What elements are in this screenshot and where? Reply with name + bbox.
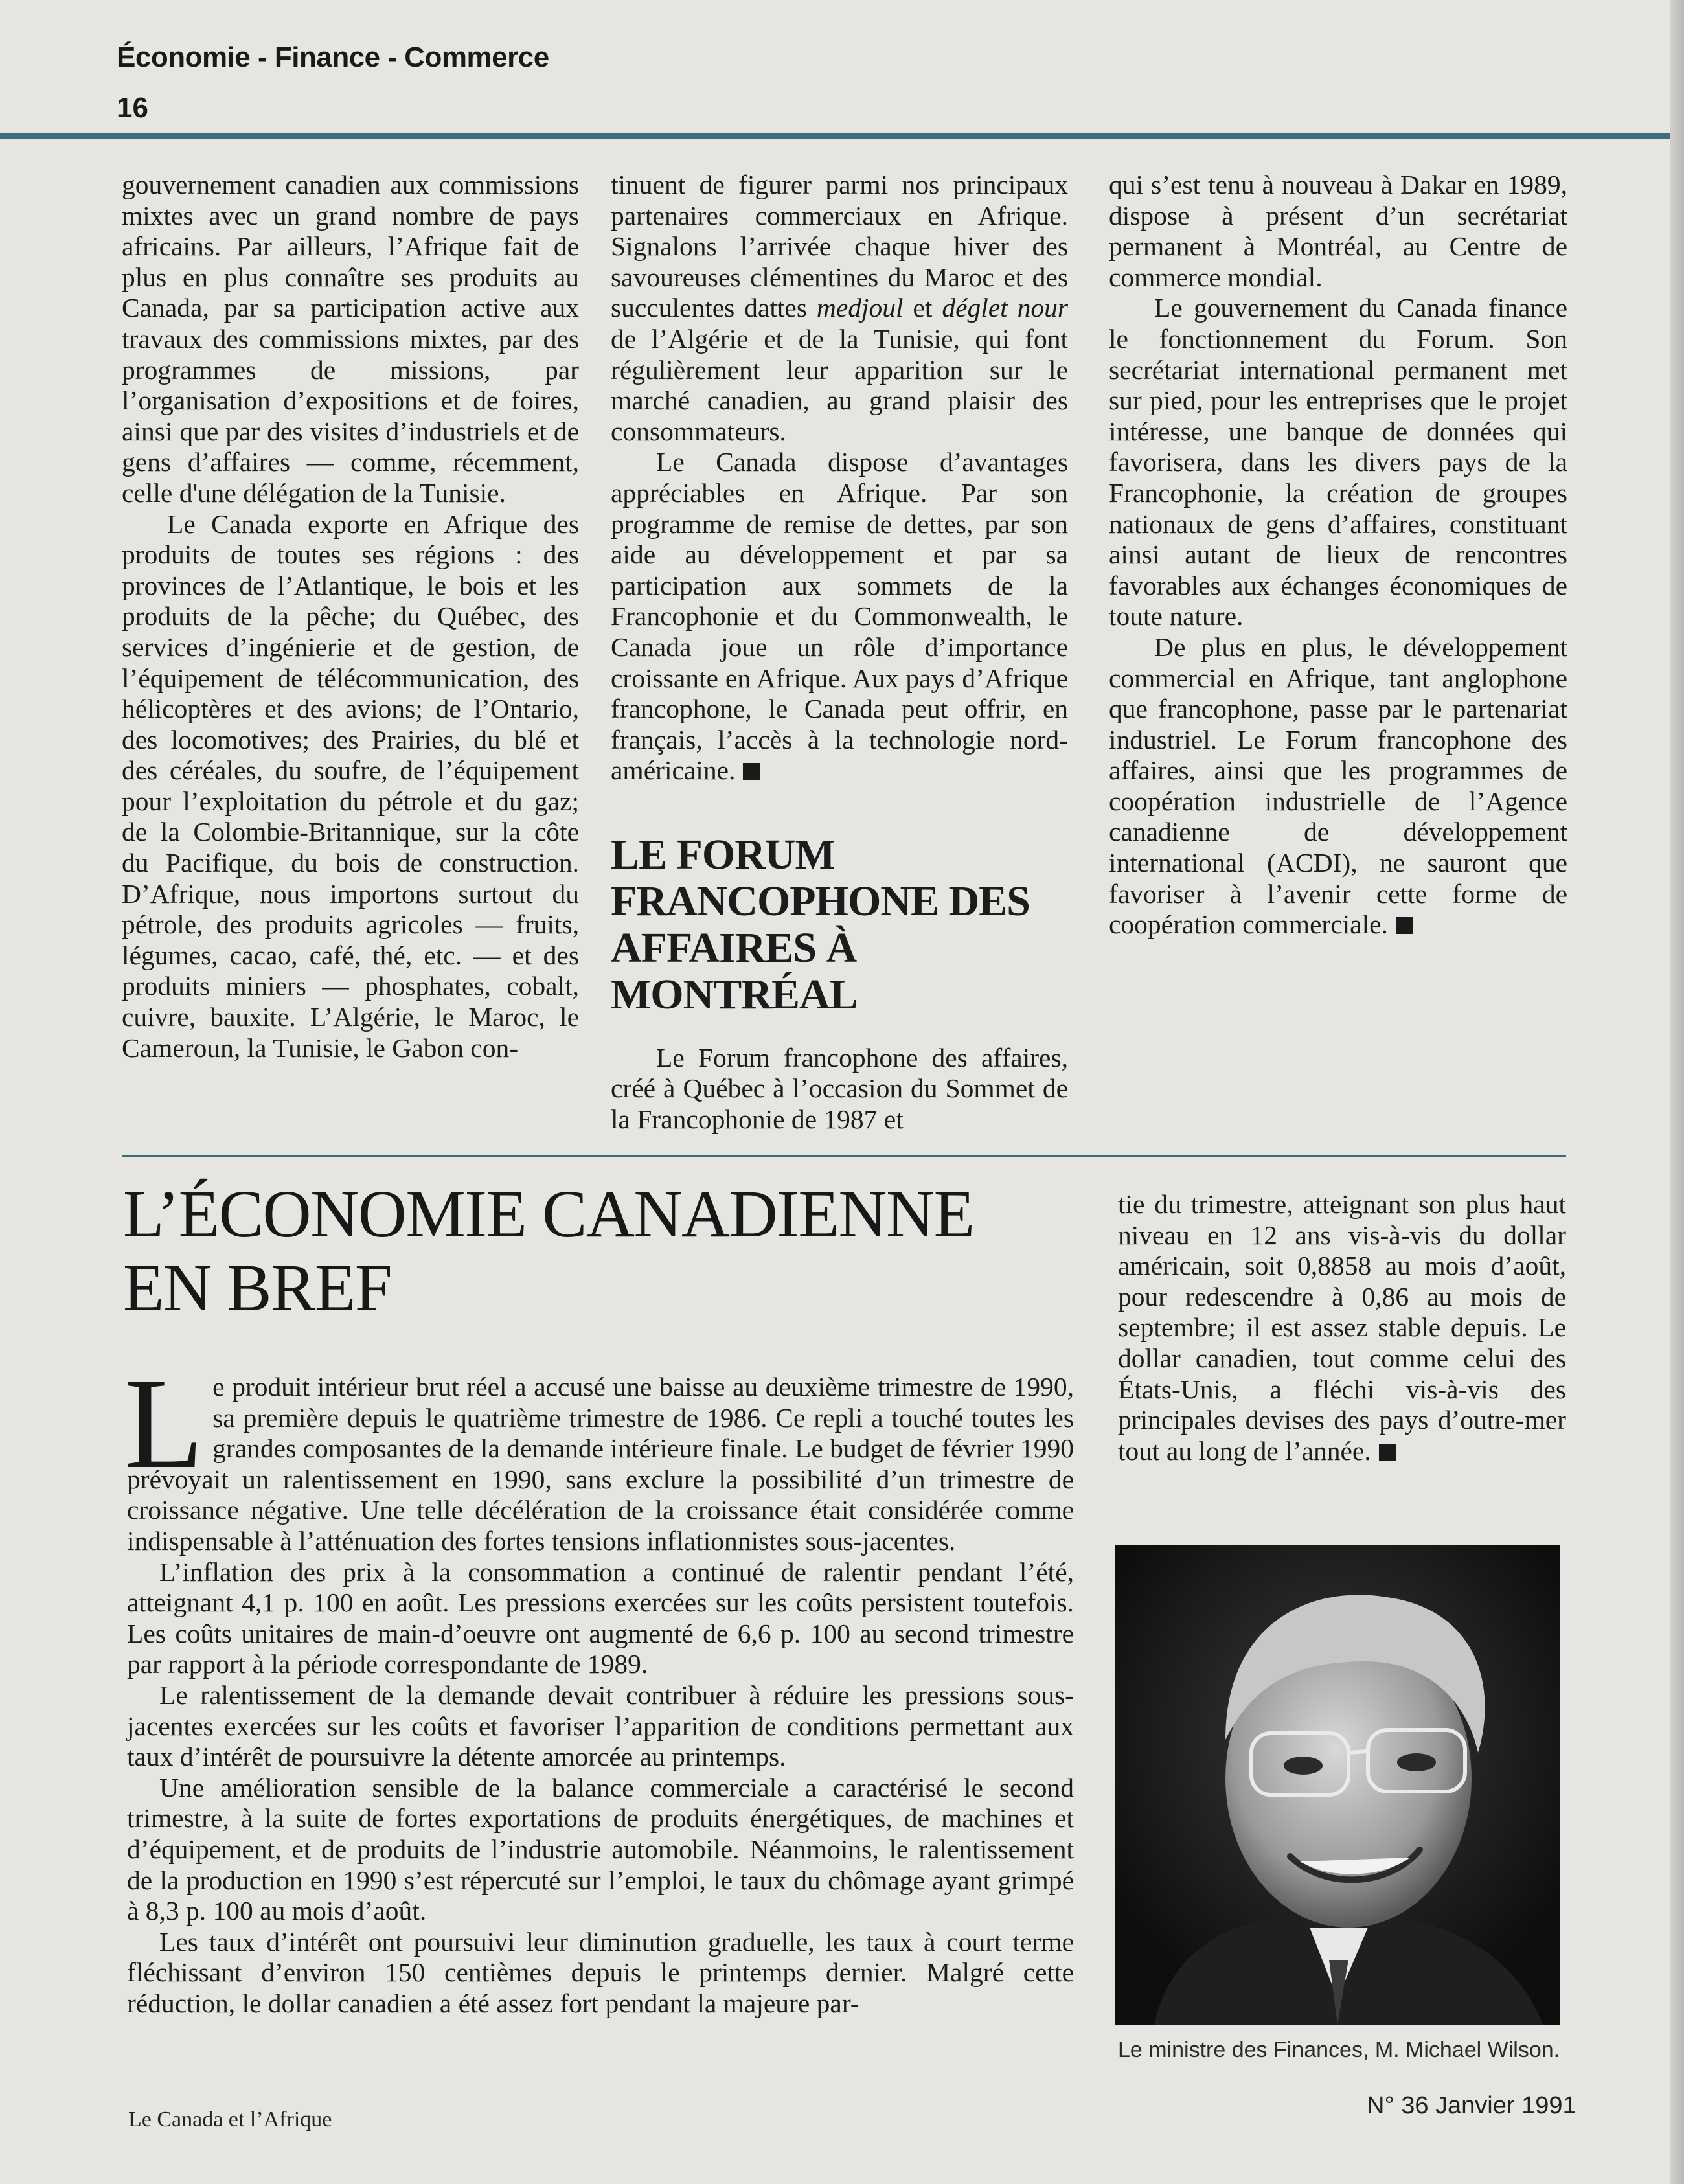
paragraph: Le Canada exporte en Afrique des produits de toutes ses régions : des provinces de l’Atlantique, le bois et les produits de la pêche; du Québec, des services d’ingénierie et de gestion, de l’équipement de télécommunication, des hélicoptères et des avions; de l’Ontario, des locomotives; des Prairies, du blé et des céréales, du soufre, de l’équipement pour l’exploitation du pétrole et du gaz; de la Colombie-Britannique, sur la côte du Pacifique, du bois de construction. D’Afrique, nous importons surtout du pétrole, des produits agricoles — fruits, légumes, cacao, café, thé, etc. — et des produits miniers — phosphates, cobalt, cuivre, bauxite. L’Algérie, le Maroc, le Cameroun, la Tunisie, le Gabon con- — [122, 508, 579, 1063]
paragraph: Une amélioration sensible de la balance commerciale a caractérisé le second trimestre, à la suite de fortes exportations de produits énergétiques, de machines et d’équipement, et de produits de l’industrie automobile. Néanmoins, le ralentissement de la production en 1990 s’est répercuté sur l’emploi, le taux du chômage ayant grimpé à 8,3 p. 100 au mois d’août. — [127, 1772, 1074, 1926]
emphasis: déglet nour — [942, 293, 1068, 323]
section-header: Économie - Finance - Commerce — [117, 41, 549, 73]
end-square-icon — [1379, 1444, 1396, 1461]
headline-line: EN BREF — [123, 1251, 392, 1325]
paragraph — [1118, 1189, 1566, 1466]
footer-publication: Le Canada et l’Afrique — [128, 2108, 332, 2132]
text-run: De plus en plus, le développement commercial en Afrique, tant anglophone que francophone, passe par le partenariat industriel. Le Forum francophone des affaires, ainsi que les programmes de coopération industrielle de l’Agence canadienne de développement international (ACDI), ne sauront que favoriser à l’avenir cette forme de coopération commerciale. — [1109, 631, 1567, 940]
portrait-illustration — [1115, 1545, 1560, 2025]
footer-issue: N° 36 Janvier 1991 — [1367, 2092, 1576, 2119]
economy-headline — [123, 1177, 1095, 1325]
text-run: de l’Algérie et de la Tunisie, qui font régulièrement leur apparition sur le marché canadien, au grand plaisir des consommateurs. — [611, 323, 1068, 446]
page-number: 16 — [117, 92, 148, 124]
emphasis: medjoul — [816, 293, 904, 323]
article-column-1 — [122, 170, 579, 1064]
text-run: tie du trimestre, atteignant son plus haut niveau en 12 ans vis-à-vis du dollar américain, soit 0,8858 au mois d’août, pour redescendre à 0,86 au mois de septembre; il est assez stable depuis. Le dollar canadien, tout comme celui des États-Unis, a fléchi vis-à-vis des principales devises des pays d’outre-mer tout au long de l’année. — [1118, 1189, 1566, 1466]
paragraph: Le gouvernement du Canada finance le fonctionnement du Forum. Son secrétariat international permanent met sur pied, pour les entreprises que le projet intéresse, une banque de données qui favorisera, dans les divers pays de la Francophonie, la création de groupes nationaux de gens d’affaires, constituant ainsi autant de lieux de rencontres favorables aux échanges économiques de toute nature. — [1109, 293, 1567, 631]
portrait-photo-icon — [1115, 1545, 1560, 2025]
forum-headline: LE FORUM FRANCOPHONE DES AFFAIRES À MONTRÉAL — [611, 830, 1030, 1018]
page-spine-shadow — [1670, 0, 1684, 2184]
drop-cap: L — [124, 1352, 204, 1496]
article-column-3 — [1109, 170, 1567, 940]
paragraph: Le ralentissement de la demande devait contribuer à réduire les pressions sous-jacentes exercées sur les coûts et favoriser l’apparition de conditions permettant aux taux d’intérêt de poursuivre la détente amorcée au printemps. — [127, 1679, 1074, 1772]
header-rule — [0, 133, 1670, 139]
end-square-icon — [743, 763, 760, 780]
paragraph: gouvernement canadien aux commissions mixtes avec un grand nombre de pays africains. Par ailleurs, l’Afrique fait de plus en plus connaître ses produits au Canada, par sa participation active aux travaux des commissions mixtes, par des programmes de missions, par l’organisation d’expositions et de foires, ainsi que par des visites d’industriels et de gens d’affaires — comme, récemment, celle d'une délégation de la Tunisie. — [122, 170, 579, 508]
headline-line: L’ÉCONOMIE CANADIENNE — [123, 1177, 974, 1251]
photo-caption: Le ministre des Finances, M. Michael Wilson. — [1118, 2038, 1560, 2062]
text-run: et — [903, 293, 942, 323]
economy-column-3 — [1118, 1189, 1566, 1466]
paragraph — [611, 170, 1068, 447]
paragraph — [611, 447, 1068, 786]
paragraph: Les taux d’intérêt ont poursuivi leur diminution graduelle, les taux à court terme fléchissant d’environ 150 centièmes depuis le printemps dernier. Malgré cette réduction, le dollar canadien a été assez fort pendant la majeure par- — [127, 1926, 1074, 2018]
paragraph: qui s’est tenu à nouveau à Dakar en 1989, dispose à présent d’un secrétariat permanent à Montréal, au Centre de commerce mondial. — [1109, 170, 1567, 292]
text-run: e produit intérieur brut réel a accusé une baisse au deuxième trimestre de 1990, sa première depuis le quatrième trimestre de 1986. Ce repli a touché toutes les grandes composantes de la demande intérieure finale. Le budget de février 1990 prévoyait un ralentissement en 1990, sans exclure la possibilité d’un trimestre de croissance négative. Une telle décélération de la croissance était considérée comme indispensable à l’atténuation des fortes tensions inflationnistes sous-jacentes. — [127, 1372, 1074, 1556]
paragraph: L’inflation des prix à la consommation a continué de ralentir pendant l’été, atteignant 4,1 p. 100 en août. Les pressions exercées sur les coûts persistent toutefois. Les coûts unitaires de main-d’oeuvre ont augmenté de 6,6 p. 100 au second trimestre par rapport à la période correspondante de 1989. — [127, 1556, 1074, 1679]
text-run: tinuent de figurer parmi nos principaux partenaires commerciaux en Afrique. Signalons l’arrivée chaque hiver des savoureuses clémentines du Maroc et des succulentes dattes — [611, 170, 1068, 323]
article-column-2 — [611, 170, 1068, 1135]
text-run: Le Canada dispose d’avantages appréciables en Afrique. Par son programme de remise de dettes, par son aide au développement et par sa participation aux sommets de la Francophonie et du Commonwealth, le Canada joue un rôle d’importance croissante en Afrique. Aux pays d’Afrique francophone, le Canada peut offrir, en français, l’accès à la technologie nord-américaine. — [611, 447, 1068, 786]
economy-article-body — [124, 1352, 1074, 2019]
end-square-icon — [1396, 917, 1413, 934]
paragraph — [124, 1352, 1074, 1557]
paragraph: Le Forum francophone des affaires, créé à Québec à l’occasion du Sommet de la Francophonie de 1987 et — [611, 1042, 1068, 1135]
paragraph — [1109, 632, 1567, 940]
section-divider — [122, 1155, 1566, 1157]
